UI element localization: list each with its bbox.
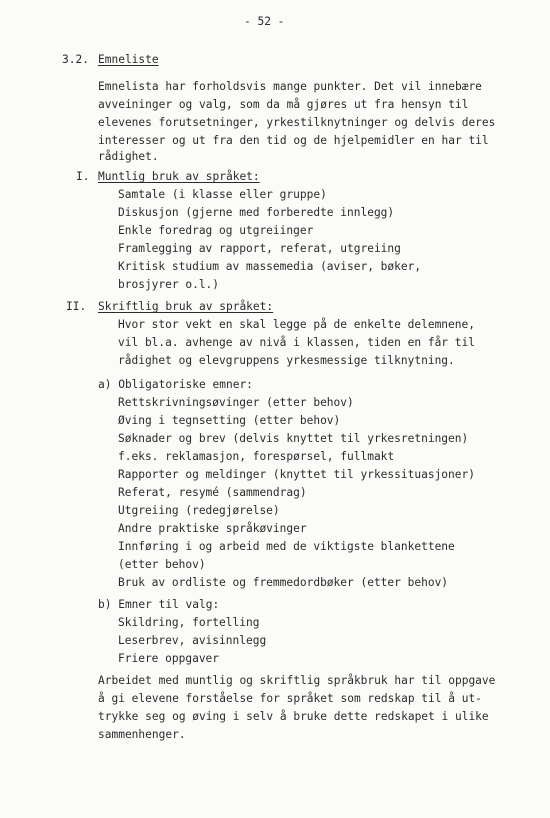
list-item: Enkle foredrag og utgreiinger (118, 224, 314, 237)
list-item: Diskusjon (gjerne med forberedte innlegg) (118, 206, 395, 219)
intro-line: elevenes forutsetninger, yrkestilknytninger og delvis deres (98, 116, 496, 129)
intro-line: rådighet og elevgruppens yrkesmessige tilknytning. (118, 354, 455, 367)
subsection-a-label: a) Obligatoriske emner: (98, 378, 253, 391)
section-title: Emneliste (98, 53, 159, 66)
list-item: Søknader og brev (delvis knyttet til yrkesretningen) (118, 432, 469, 445)
list-item: Bruk av ordliste og fremmedordbøker (etter behov) (118, 576, 449, 589)
intro-line: vil bl.a. avhenge av nivå i klassen, tiden en får til (118, 336, 475, 349)
list-item: Samtale (i klasse eller gruppe) (118, 188, 327, 201)
part-one-numeral: I. (76, 170, 90, 183)
list-item: Referat, resymé (sammendrag) (118, 486, 307, 499)
list-item: Rettskrivningsøvinger (etter behov) (118, 396, 354, 409)
list-item: Friere oppgaver (118, 652, 220, 665)
list-item: (etter behov) (118, 558, 206, 571)
closing-line: trykke seg og øving i selv å bruke dette redskapet i ulike (98, 710, 489, 723)
list-item: Leserbrev, avisinnlegg (118, 634, 267, 647)
part-one-title: Muntlig bruk av språket: (98, 170, 260, 183)
list-item: Kritisk studium av massemedia (aviser, bøker, (118, 260, 422, 273)
closing-line: å gi elevene forståelse for språket som redskap til å ut- (98, 692, 482, 705)
list-item: Skildring, fortelling (118, 616, 260, 629)
intro-line: Emnelista har forholdsvis mange punkter. Det vil innebære (98, 80, 482, 93)
page-number: - 52 - (244, 15, 285, 28)
list-item: Andre praktiske språkøvinger (118, 522, 307, 535)
part-two-numeral: II. (66, 300, 87, 313)
section-number: 3.2. (62, 53, 89, 66)
intro-line: avveininger og valg, som da må gjøres ut fra hensyn til (98, 98, 469, 111)
intro-line: interesser og ut fra den tid og de hjelpemidler en har til (98, 134, 489, 147)
list-item: Øving i tegnsetting (etter behov) (118, 414, 341, 427)
intro-line: Hvor stor vekt en skal legge på de enkelte delemnene, (118, 318, 475, 331)
list-item: Rapporter og meldinger (knyttet til yrkessituasjoner) (118, 468, 475, 481)
list-item: brosjyrer o.l.) (118, 278, 220, 291)
list-item: Innføring i og arbeid med de viktigste blankettene (118, 540, 455, 553)
closing-line: sammenhenger. (98, 728, 186, 741)
closing-line: Arbeidet med muntlig og skriftlig språkbruk har til oppgave (98, 674, 496, 687)
list-item: f.eks. reklamasjon, forespørsel, fullmakt (118, 450, 395, 463)
list-item: Framlegging av rapport, referat, utgreiing (118, 242, 401, 255)
subsection-b-label: b) Emner til valg: (98, 598, 220, 611)
part-two-title: Skriftlig bruk av språket: (98, 300, 274, 313)
list-item: Utgreiing (redegjørelse) (118, 504, 280, 517)
intro-line: rådighet. (98, 150, 159, 163)
